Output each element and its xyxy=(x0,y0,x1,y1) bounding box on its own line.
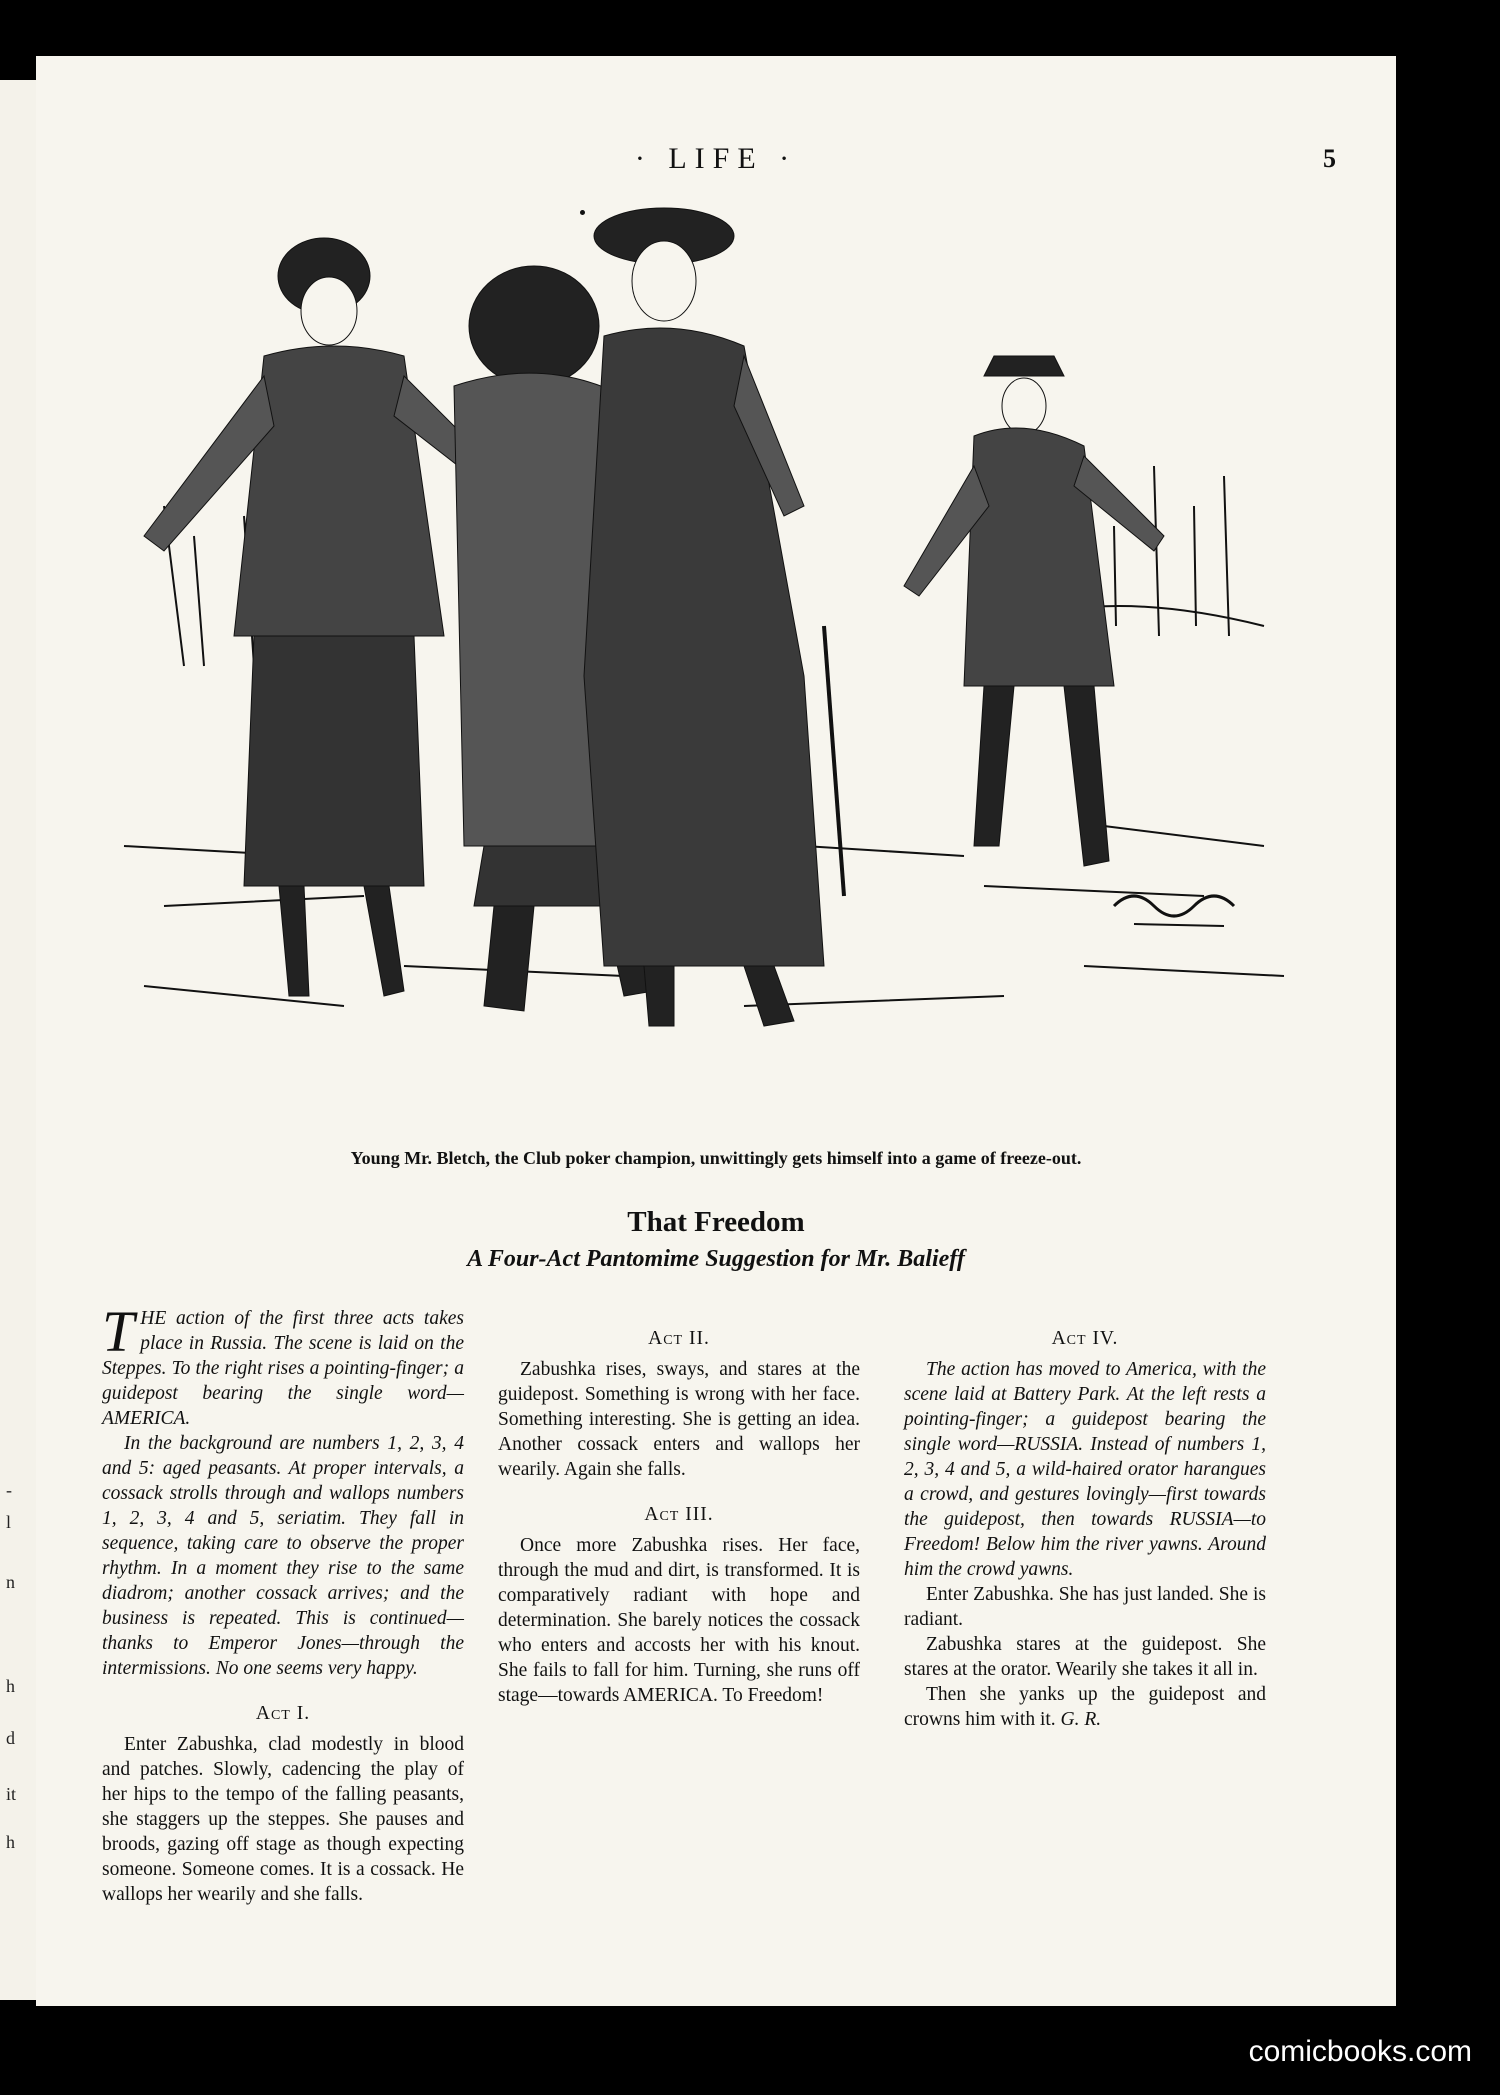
act-3-heading: Act III. xyxy=(644,1504,714,1525)
act-1-heading: Act I. xyxy=(255,1703,311,1724)
prev-page-fragment: d xyxy=(6,1728,15,1748)
act-2-text: Zabushka rises, sways, and stares at the guidepost. Something is wrong with her face. Something interesting. She is getting an idea. Another cossack enters and wallops her wearily. Again she falls. xyxy=(498,1359,860,1480)
prev-page-fragment: h xyxy=(6,1676,15,1696)
drop-cap: T xyxy=(102,1299,135,1364)
article-title: That Freedom xyxy=(627,1206,805,1238)
prev-page-fragment: it xyxy=(6,1784,17,1804)
cartoon-illustration xyxy=(104,206,1304,1126)
prev-page-fragment: h xyxy=(6,1832,15,1852)
act-4-text-2: Enter Zabushka. She has just landed. She is radiant. xyxy=(904,1584,1266,1630)
act-4-text: The action has moved to America, with the scene laid at Battery Park. At the left rests a pointing-finger; a guidepost bearing the single word—RUSSIA. Instead of numbers 1, 2, 3, 4 and 5, a wild-haired orator harangues a crowd, and gestures lovingly—first towards the guidepost, then towards RUSSIA—to Freedom! Below him the river yawns. Around him the crowd yawns. xyxy=(904,1359,1266,1580)
article-subtitle: A Four-Act Pantomime Suggestion for Mr. Balieff xyxy=(467,1246,965,1272)
act-3-text: Once more Zabushka rises. Her face, through the mud and dirt, is transformed. It is comparatively radiant with hope and determination. She barely notices the cossack who enters and accosts her with his knout. She fails to fall for him. Turning, she runs off stage—towards AMERICA. To Freedom! xyxy=(498,1535,860,1706)
running-title: · LIFE · xyxy=(634,142,798,175)
intro-paragraph-2: In the background are numbers 1, 2, 3, 4 and 5: aged peasants. At proper intervals, a cossack strolls through and wallops numbers 1, 2, 3, 4 and 5, seriatim. They fall in sequence, taking care to observe the proper rhythm. In a moment they rise to the same diadrom; another cossack arrives; and the business is repeated. This is continued—thanks to Emperor Jones—through the intermissions. No one seems very happy. xyxy=(102,1433,464,1679)
prev-page-fragment: l xyxy=(6,1512,12,1532)
prev-page-fragment: n xyxy=(6,1572,15,1592)
act-4-text-4: Then she yanks up the guidepost and crowns him with it. G. R. xyxy=(904,1684,1266,1730)
author-signature: G. R. xyxy=(1060,1709,1102,1730)
intro-text-1: HE action of the first three acts takes place in Russia. The scene is laid on the Steppes. To the right rises a pointing-finger; a guidepost bearing the single word—AMERICA. xyxy=(102,1308,464,1429)
intro-paragraph xyxy=(102,1299,464,1431)
act-2-heading: Act II. xyxy=(648,1328,710,1349)
act-4-text-3: Zabushka stares at the guidepost. She stares at the orator. Wearily she takes it all in. xyxy=(904,1634,1266,1680)
magazine-page xyxy=(36,56,1396,2006)
illustration-drawing xyxy=(104,206,1304,1126)
page-header xyxy=(36,142,1396,182)
prev-page-fragment: - xyxy=(6,1480,12,1500)
text-column-3 xyxy=(904,1306,1266,1732)
illustration-caption: Young Mr. Bletch, the Club poker champion, unwittingly gets himself into a game of freeze-out. xyxy=(350,1148,1082,1168)
act-4-heading: Act IV. xyxy=(1051,1328,1119,1349)
watermark: comicbooks.com xyxy=(1248,2035,1472,2068)
text-column-2 xyxy=(498,1306,860,1708)
page-number: 5 xyxy=(1323,144,1336,173)
text-column-1 xyxy=(102,1299,464,1905)
act-1-text: Enter Zabushka, clad modestly in blood and patches. Slowly, cadencing the play of her hips to the tempo of the falling peasants, she staggers up the steppes. She pauses and broods, gazing off stage as though expecting someone. Someone comes. It is a cossack. He wallops her wearily and she falls. xyxy=(102,1734,464,1905)
